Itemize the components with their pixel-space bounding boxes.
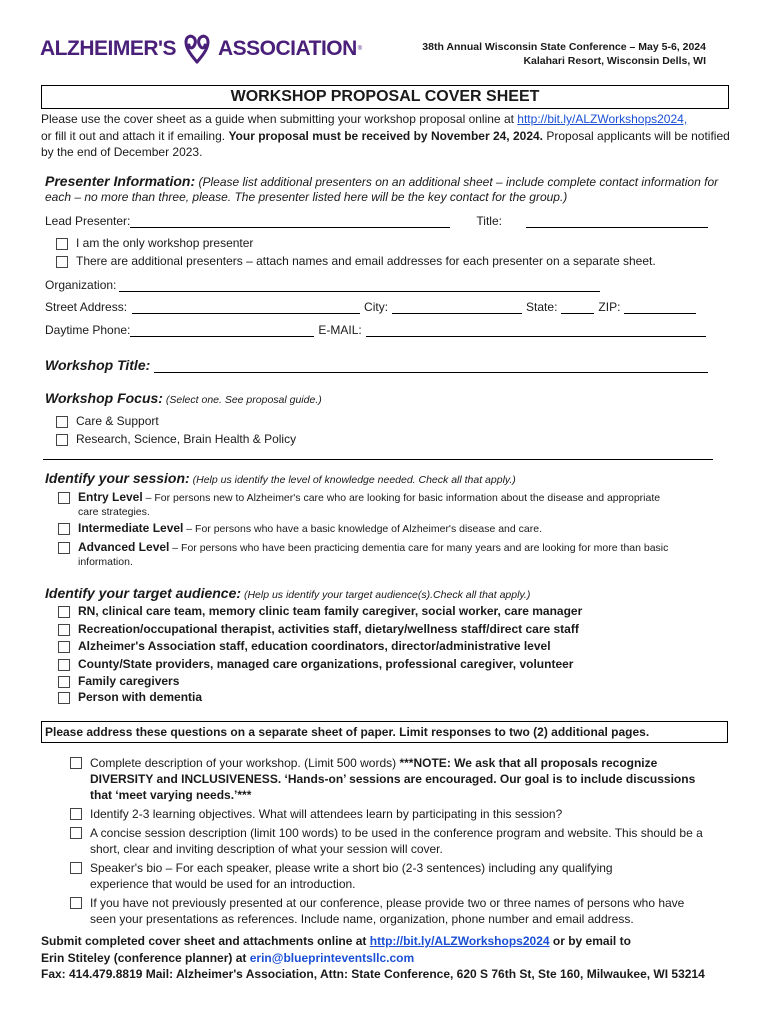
intro-text2: or fill it out and attach it if emailing.	[41, 128, 229, 143]
level-desc: – For persons new to Alzheimer's care who are looking for basic information about the disease and appropriate care strategies.	[78, 492, 661, 518]
title-label: Title:	[476, 214, 502, 228]
level-name: Entry Level	[78, 490, 143, 504]
state-label: State:	[526, 300, 558, 314]
question-text: Identify 2-3 learning objectives. What will attendees learn by participating in this session?	[90, 807, 563, 821]
workshop-title-label: Workshop Title:	[45, 357, 151, 373]
questions-instruction-box: Please address these questions on a separate sheet of paper. Limit responses to two (2) additional pages.	[41, 721, 728, 743]
option-label: County/State providers, managed care organizations, professional caregiver, volunteer	[78, 656, 574, 671]
option-label: Recreation/occupational therapist, activities staff, dietary/wellness staff/direct care staff	[78, 621, 579, 636]
workshop-title-field[interactable]	[154, 359, 708, 373]
focus-option-research[interactable]	[56, 432, 296, 447]
checkbox[interactable]	[58, 606, 70, 618]
audience-option[interactable]	[58, 690, 698, 705]
q1-text: Complete description of your workshop. (Limit 500 words)	[90, 756, 400, 770]
logo-trademark: ®	[357, 46, 362, 52]
organization-row	[45, 278, 600, 292]
checkbox[interactable]	[70, 757, 82, 769]
audience-heading-block	[45, 585, 530, 601]
checkbox[interactable]	[58, 676, 70, 688]
checkbox[interactable]	[56, 256, 68, 268]
street-field[interactable]	[132, 302, 360, 314]
option-label: I am the only workshop presenter	[76, 236, 254, 250]
checkbox[interactable]	[56, 238, 68, 250]
alzheimers-association-logo	[40, 32, 362, 66]
submission-footer	[41, 933, 741, 983]
question-description[interactable]	[70, 755, 710, 803]
option-label: Alzheimer's Association staff, education coordinators, director/administrative level	[78, 639, 551, 653]
session-advanced-level[interactable]	[58, 540, 678, 569]
logo-text-left: ALZHEIMER'S	[40, 37, 176, 60]
logo-text-right: ASSOCIATION	[218, 37, 357, 60]
q1-note: ***NOTE: We ask that all proposals recognize DIVERSITY and INCLUSIVENESS. ‘Hands-on’ sessions are encouraged. Our goal is to include discussions that ‘meet varying needs.’***	[90, 756, 696, 802]
level-name: Advanced Level	[78, 540, 170, 554]
checkbox[interactable]	[58, 641, 70, 653]
workshop-focus-label: Workshop Focus:	[45, 390, 163, 406]
level-desc: – For persons who have been practicing dementia care for many years and are looking for more than basic information.	[78, 542, 669, 568]
address-row	[45, 300, 696, 314]
organization-field[interactable]	[119, 280, 600, 292]
question-objectives[interactable]	[70, 806, 710, 822]
footer-line1-suffix: or by email to	[549, 934, 631, 948]
presenter-option-only[interactable]	[56, 236, 746, 251]
audience-options	[58, 604, 698, 705]
checkbox[interactable]	[56, 416, 68, 428]
audience-option[interactable]	[58, 639, 698, 654]
lead-presenter-label: Lead Presenter:	[45, 214, 131, 228]
presenter-heading-block	[45, 174, 745, 205]
workshop-focus-note: (Select one. See proposal guide.)	[162, 394, 322, 406]
audience-option[interactable]	[58, 674, 698, 689]
questions-list	[70, 755, 710, 927]
checkbox[interactable]	[58, 523, 70, 535]
question-text: A concise session description (limit 100 words) to be used in the conference program and website. This should be a short, clear and inviting description of what your session will cover.	[90, 826, 703, 856]
footer-submit-link[interactable]: http://bit.ly/ALZWorkshops2024	[369, 934, 550, 948]
audience-option[interactable]	[58, 604, 698, 619]
title-field[interactable]	[526, 216, 708, 228]
option-label: Family caregivers	[78, 674, 180, 688]
footer-email-link[interactable]: erin@blueprinteventsllc.com	[249, 950, 415, 965]
footer-line1	[41, 933, 741, 950]
question-speaker-bio[interactable]	[70, 860, 710, 892]
state-field[interactable]	[561, 302, 594, 314]
audience-note: (Help us identify your target audience(s).Check all that apply.)	[241, 589, 531, 601]
email-field[interactable]	[366, 325, 706, 337]
checkbox[interactable]	[58, 492, 70, 504]
workshop-focus-options	[56, 414, 296, 447]
option-label: Care & Support	[76, 414, 159, 428]
option-label: Research, Science, Brain Health & Policy	[76, 432, 297, 446]
conference-line1: 38th Annual Wisconsin State Conference – May 5-6, 2024	[422, 41, 706, 53]
conference-info	[422, 40, 706, 68]
footer-line2-text: Erin Stiteley (conference planner) at	[41, 950, 250, 965]
option-label: There are additional presenters – attach names and email addresses for each presenter on a separate sheet.	[76, 254, 656, 268]
street-label: Street Address:	[45, 300, 128, 314]
divider	[43, 459, 713, 460]
lead-presenter-field[interactable]	[130, 216, 450, 228]
checkbox[interactable]	[58, 542, 70, 554]
email-label: E-MAIL:	[318, 323, 362, 337]
focus-option-care[interactable]	[56, 414, 296, 429]
workshop-title-row	[45, 357, 708, 373]
audience-option[interactable]	[58, 657, 698, 672]
intro-link[interactable]: http://bit.ly/ALZWorkshops2024,	[517, 112, 688, 126]
zip-field[interactable]	[624, 302, 696, 314]
conference-line2: Kalahari Resort, Wisconsin Dells, WI	[523, 55, 706, 67]
checkbox[interactable]	[70, 897, 82, 909]
checkbox[interactable]	[58, 624, 70, 636]
footer-line2	[41, 950, 741, 967]
level-desc: – For persons who have a basic knowledge of Alzheimer's disease and care.	[183, 523, 542, 535]
option-label: Person with dementia	[78, 690, 203, 704]
checkbox[interactable]	[58, 692, 70, 704]
question-references[interactable]	[70, 895, 710, 927]
presenter-option-additional[interactable]	[56, 254, 746, 269]
checkbox[interactable]	[70, 808, 82, 820]
question-session-description[interactable]	[70, 825, 710, 857]
intro-text1: Please use the cover sheet as a guide when submitting your workshop proposal online at	[41, 112, 518, 126]
question-text: If you have not previously presented at our conference, please provide two or three names of persons who have seen your presentations as references. Include name, organization, phone number and email address.	[90, 896, 685, 926]
session-entry-level[interactable]	[58, 490, 678, 519]
checkbox[interactable]	[58, 659, 70, 671]
option-label: RN, clinical care team, memory clinic team family caregiver, social worker, care manager	[78, 604, 583, 618]
session-heading-block	[45, 470, 516, 486]
footer-line3: Fax: 414.479.8819 Mail: Alzheimer's Association, Attn: State Conference, 620 S 76th St, Ste 160, Milwaukee, WI 53214	[41, 967, 705, 981]
presenter-options	[56, 236, 746, 269]
checkbox[interactable]	[70, 862, 82, 874]
phone-field[interactable]	[130, 325, 314, 337]
intro-paragraph	[41, 111, 731, 161]
session-intermediate-level[interactable]	[58, 521, 678, 536]
intro-deadline: Your proposal must be received by November 24, 2024.	[228, 128, 544, 143]
lead-presenter-row	[45, 214, 708, 228]
phone-label: Daytime Phone:	[45, 323, 131, 337]
audience-option[interactable]	[58, 622, 698, 637]
checkbox[interactable]	[56, 434, 68, 446]
question-text: Speaker's bio – For each speaker, please write a short bio (2-3 sentences) including any qualifying experience that would be used for an introduction.	[90, 861, 613, 891]
level-name: Intermediate Level	[78, 521, 184, 535]
session-levels	[58, 490, 678, 569]
presenter-heading: Presenter Information:	[45, 173, 196, 189]
zip-label: ZIP:	[598, 300, 621, 314]
workshop-focus-heading-block	[45, 390, 322, 406]
audience-heading: Identify your target audience:	[45, 585, 242, 601]
checkbox[interactable]	[70, 827, 82, 839]
session-heading: Identify your session:	[45, 470, 190, 486]
city-label: City:	[364, 300, 389, 314]
organization-label: Organization:	[45, 278, 117, 292]
session-note: (Help us identify the level of knowledge needed. Check all that apply.)	[189, 474, 516, 486]
city-field[interactable]	[392, 302, 522, 314]
presenter-note: (Please list additional presenters on an additional sheet – include complete contact information for each – no more than three, please. The presenter listed here will be the key contact for the group.)	[45, 175, 719, 204]
brain-ribbon-icon	[180, 32, 214, 66]
contact-row	[45, 323, 706, 337]
intro-text3: Proposal applicants will be notified by the end of December 2023.	[41, 128, 730, 159]
footer-line1-text: Submit completed cover sheet and attachments online at	[41, 934, 370, 948]
page-title: WORKSHOP PROPOSAL COVER SHEET	[41, 85, 729, 109]
